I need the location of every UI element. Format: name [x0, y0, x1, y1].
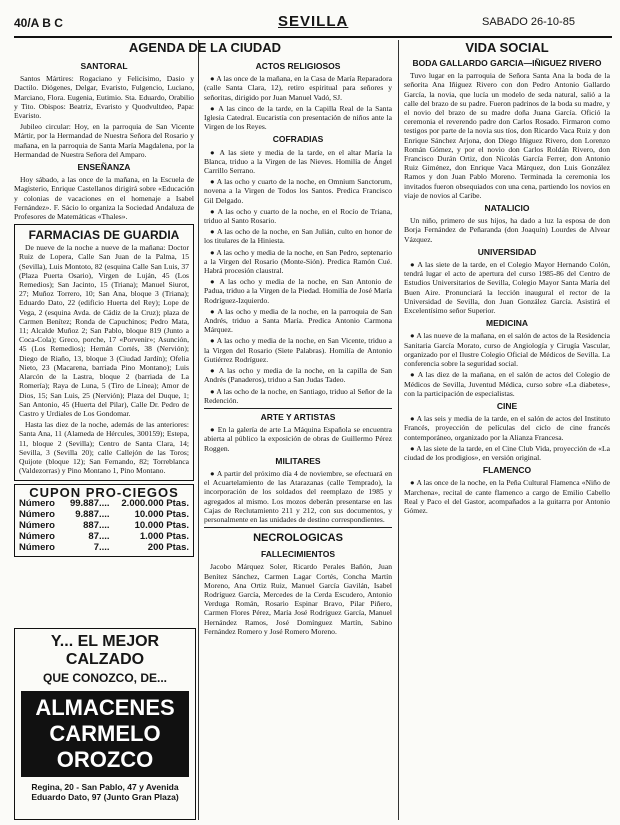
- cofradias-item: ● A las ocho y media de la noche, en San Vicente, triduo a la Virgen del Rosario (Siete Palabras). Homilía de Antonio Gutiérrez Rodríguez.: [204, 336, 392, 364]
- farmacias-box: [14, 224, 194, 481]
- universidad-text: ● A las siete de la tarde, en el Colegio Mayor Hernando Colón, tendrá lugar el acto de apertura del curso 1985-86 del Centro de Estudios Universitarios de Sevilla, Colegio Mayor Santa María del Buen Aire. Pronunciará la lección inaugural el rector de la Universidad de Sevilla, don Juan González García. Asistirá el Excelentísimo señor Superior.: [404, 260, 610, 316]
- militares-heading: MILITARES: [275, 455, 321, 466]
- ad-brand-line-2: CARMELO: [49, 721, 161, 746]
- cofradias-heading: COFRADIAS: [272, 134, 324, 145]
- arte-heading: ARTE Y ARTISTAS: [260, 411, 336, 422]
- cupon-row: Número 887 .... 10.000 Ptas.: [19, 519, 189, 531]
- natalicio-heading: NATALICIO: [484, 203, 530, 214]
- column-divider: [198, 40, 199, 820]
- page-number: 40/A B C: [14, 16, 63, 30]
- cupon-row: Número 87 .... 1.000 Ptas.: [19, 530, 189, 542]
- militares-text: ● A partir del próximo día 4 de noviembre, se efectuará en el Acuartelamiento de las Atarazanas (calle Temprado), la incorporación de los soldados del reemplazo de 1985 y agregados al mismo. Los mozos deberán presentarse en las Cajas de Reclutamiento 211 y 212, con sus documentos, y personalmente en las unidades de destino correspondientes.: [204, 468, 392, 524]
- ad-address: Regina, 20 - San Pablo, 47 y Avenida Eduardo Dato, 97 (Junto Gran Plaza): [31, 782, 179, 802]
- santoral-text: Santos Mártires: Rogaciano y Felicísimo, Dasio y Dactilo. Diógenes, Delgar, Evaristo, Fulgencio, Luciano, Marciano, Flora. Eugenia, Eutimio. Sta. Eduardo, Orabilio y Tito. Obispos: Beatriz, Evaristo y Quodvultdeo, Papa: Evaristo.: [14, 74, 194, 121]
- santoral-heading: SANTORAL: [80, 61, 128, 71]
- necrologicas-heading: NECROLOGICAS: [253, 532, 343, 545]
- cine-item: ● A las seis y media de la tarde, en el salón de actos del Instituto Francés, proyección de películas del ciclo de cine francés contemporáneo, organizado por la Alianza Francesa.: [404, 414, 610, 442]
- column-religious: [204, 58, 392, 820]
- column-agenda: [14, 40, 282, 624]
- section-title: SEVILLA: [278, 13, 349, 30]
- vida-social-title: VIDA SOCIAL: [465, 40, 549, 55]
- cupon-row: Número 99.887 .... 2.000.000 Ptas.: [19, 497, 189, 509]
- medicina-heading: MEDICINA: [485, 318, 529, 329]
- cofradias-item: ● A las ocho y media de la noche, en la capilla de San Andrés (Panaderos), triduo a San Judas Tadeo.: [204, 366, 392, 385]
- boda-heading: BODA GALLARDO GARCIA—IÑIGUEZ RIVERO: [412, 58, 602, 68]
- ad-brand-line-3: OROZCO: [56, 747, 154, 772]
- agenda-title: AGENDA DE LA CIUDAD: [128, 40, 282, 55]
- page-header: [0, 0, 620, 34]
- cine-item: ● A las siete de la tarde, en el Cine Club Vida, proyección de «La ciudad de los prodigios», en versión original.: [404, 443, 610, 462]
- farmacias-heading: FARMACIAS DE GUARDIA: [28, 228, 180, 243]
- shoe-store-ad: [14, 628, 196, 820]
- ensenanza-text: Hoy sábado, a las once de la mañana, en la Escuela de Magisterio, Enrique Castellanos dirigirá sobre «Educación y colonias de vacaciones en el homenaje a Isabel Fernández». F. Sácio lo organiza la Sociedad Andaluza de Profesores de Matemáticas «Thales».: [14, 175, 194, 222]
- actos-item: ● A las once de la mañana, en la Casa de María Reparadora (calle Santa Clara, 12), retiro espiritual para señores y señoritas, dirigido por Juan Manuel Vadó, SJ.: [204, 74, 392, 102]
- ad-headline: Y... EL MEJOR CALZADO: [50, 633, 160, 668]
- boda-text: Tuvo lugar en la parroquia de Señora Santa Ana la boda de la señorita Ana Iñiguez Rivero con don Pedro Antonio Gallardo García, la novia, que lucía un modelo de seda natural, salió a la calle del brazo de su padre. Fueron padrinos de la boda su madre, y el novio del brazo de su madre doña Juana García. Ofició la ceremonia el reverendo padre don Carlos Rosado. Firmaron como testigos por parte de la novia sus tíos, don Ricardo Vaca Ruiz y don Enrique Sánchez Arjona, don Diego Iñiguez Rivero, don Lorenzo Román Gómez, y por el novio don Carlos Roldán Rivero, don Francisco Durán Ortiz, don Nicolás García Ferrer, don Antonio Ruiz Giménez, don Enrique Vaca Márquez, don Luis González Ramos y don Juan Pablo Moreno. Terminada la ceremonia los invitados fueron obsequiados con una cena, partiendo los novios en viaje de novios al Caribe.: [404, 71, 610, 200]
- fallecimientos-text: Jacobo Márquez Soler, Ricardo Perales Bañón, Juan Benítez Sánchez, Carmen Lagar Cortés, Concha Martín Moreno, Ana Ortiz Ruiz, Manuel García Gavilán, Isabel Rodríguez García, Mercedes de la Cerda Escudero, Antonio Verduga Román, Rosario Espinar Bravo, Pilar Piñero, Carmen Flores Pérez, María José Rodríguez García, Manuel Hernández Ramos, José Domínguez Martín, Sabino Fernández Romero y José Romero Moreno.: [204, 562, 392, 636]
- farmacias-text: De nueve de la noche a nueve de la mañana: Doctor Ruiz de Lopera, Calle San Juan de la Palma, 15 (Sevilla), Luis Montoto, 82 (esquina Calle San Luis, 37 (Plaza Puerta Osario), Virgen de Luján, 45 (Los Remedios); San Jacinto, 15 (Triana); Manuel Siurot, 27; Muñoz Torrero, 10; San Ana, bloque 3 (Triana); Eduardo Dato, 22 (edificio Huerta del Rey); Lope de Vega, 2 (esquina Avda. de Cádiz de la Cruz); plaza de Carmen Benítez; Ronda de Capuchinos; Pedro Mata, 11; Alcalde Muñoz 2; San Pablo, bloque 819 (Junto a Coca-Cola); Greco, porche, 17 «Porvenir»; Asunción, 45 (Los Remedios); Hernán Cortés, 38 (Nervión); Diego de Riaño, 13, bloque 3 (Ciudad Jardín); Ofelia Nieto, 23 (Macarena, barriada Pino Montano); Luis Alarcón de la Lastra, bloque 2 (barriada de La Romería); Raya de Luna, 5 (Tiro de Línea); Amor de Dios, 15; San Luis, 25 (Nervión); Plaza del Duque, 1; San Antonio, 45 (Huerta del Pilar), Calle Dr. Pedro de Castro y Urdiales de Los Gondomar.: [19, 243, 189, 418]
- natalicio-text: Un niño, primero de sus hijos, ha dado a luz la esposa de don Borja Fernández de Peñaranda (don Joaquín) Lourdes de Alvear Vázquez.: [404, 216, 610, 244]
- jubileo-text: Jubileo circular: Hoy, en la parroquia de San Vicente Mártir, por la Hermandad de Nuestra Señora del Rosario y mañana, en la parroquia de Santa María Magdalena, por la Hermandad de Nuestra Señora del Amparo.: [14, 122, 194, 159]
- column-social: [404, 40, 610, 820]
- ensenanza-heading: ENSEÑANZA: [77, 162, 131, 173]
- cupon-box: [14, 484, 194, 556]
- cofradias-item: ● A las ocho de la noche, en Santiago, triduo al Señor de la Redención.: [204, 386, 392, 405]
- medicina-item: ● A las nueve de la mañana, en el salón de actos de la Residencia Sanitaria García Morato, curso de Angiología y Cirugía Vascular, organizado por el Ilustre Colegio Oficial de Médicos de Sevilla. La conferencia sobre la seguridad social.: [404, 331, 610, 369]
- cine-heading: CINE: [496, 400, 518, 411]
- cofradias-item: ● A las ocho y media de la noche, en San Pedro, septenario a la Virgen del Rosario (Monte-Sión). Predica Ramón Cué. Habrá procesión claustral.: [204, 247, 392, 276]
- ad-subheadline: QUE CONOZCO, DE...: [42, 671, 167, 685]
- cofradias-item: ● A las ocho y cuarto de la noche, en el Rocío de Triana, triduo al Santo Rosario.: [204, 206, 392, 226]
- cofradias-item: ● A las ocho y cuarto de la noche, en Omnium Sanctorum, novena a la Virgen de Todos los Santos. Predica Francisco Gil Delgado.: [204, 177, 392, 205]
- page-date: SABADO 26-10-85: [482, 16, 575, 28]
- arte-text: ● En la galería de arte La Máquina Española se encuentra abierta al público la exposición de obras de Guillermo Pérez Roggen.: [204, 425, 392, 453]
- cupon-row: Número 9.887 .... 10.000 Ptas.: [19, 508, 189, 520]
- actos-item: ● A las cinco de la tarde, en la Capilla Real de la Santa Iglesia Catedral. Eucaristía con presentación de niños ante la Virgen de los Reyes.: [204, 103, 392, 132]
- cupon-row: Número 7 .... 200 Ptas.: [19, 541, 189, 553]
- universidad-heading: UNIVERSIDAD: [477, 246, 537, 257]
- cofradias-item: ● A las ocho y media de la noche, en la parroquia de San Andrés, triduo a Santa María. Predica Antonio Carmona Márquez.: [204, 306, 392, 335]
- ad-brand-block: [21, 691, 189, 777]
- cofradias-item: ● A las ocho y media de la noche, en San Antonio de Padua, triduo a la Virgen de la Piedad. Homilía de José María Rodríguez-Izquierdo.: [204, 277, 392, 305]
- medicina-item: ● A las diez de la mañana, en el salón de actos del Colegio de Médicos de Sevilla, Juventud Médica, curso sobre «La diabetes», con la participación de especialistas.: [404, 370, 610, 398]
- fallecimientos-heading: FALLECIMIENTOS: [261, 549, 335, 560]
- cupon-heading: CUPON PRO-CIEGOS: [29, 485, 179, 501]
- column-divider: [398, 40, 399, 820]
- cofradias-item: ● A las ocho de la noche, en San Julián, culto en honor de los titulares de la Hiniesta.: [204, 227, 392, 246]
- ad-brand-line-1: ALMACENES: [35, 695, 175, 720]
- cofradias-item: ● A las siete y media de la tarde, en el altar María la Blanca, triduo a la Virgen de las Nieves. Homilía de Ángel Carrillo Serrano.: [204, 147, 392, 176]
- flamenco-text: ● A las once de la noche, en la Peña Cultural Flamenca «Niño de Marchena», recital de cante flamenco a cargo de Emilio Cabello Real y Paco el del Gastor, acompañados a la guitarra por Antonio Gómez.: [404, 478, 610, 515]
- actos-heading: ACTOS RELIGIOSOS: [255, 61, 341, 71]
- flamenco-heading: FLAMENCO: [482, 465, 532, 476]
- farmacias-text-2: Hasta las diez de la noche, además de las anteriores: Santa Ana, 11 (Alameda de Hércules, 300159); Estepa, 11, bloque 2 (Sevilla); Centro de Santa Clara, 14; Sevilla, 3 (Sevilla 20); calle Callejón de las Toros; Quijote (bloque 12); San Fernando, 82; Torreblanca (Valdezorras) y Pino Montano 1, Pino Montano.: [19, 420, 189, 476]
- header-rule: [14, 36, 612, 38]
